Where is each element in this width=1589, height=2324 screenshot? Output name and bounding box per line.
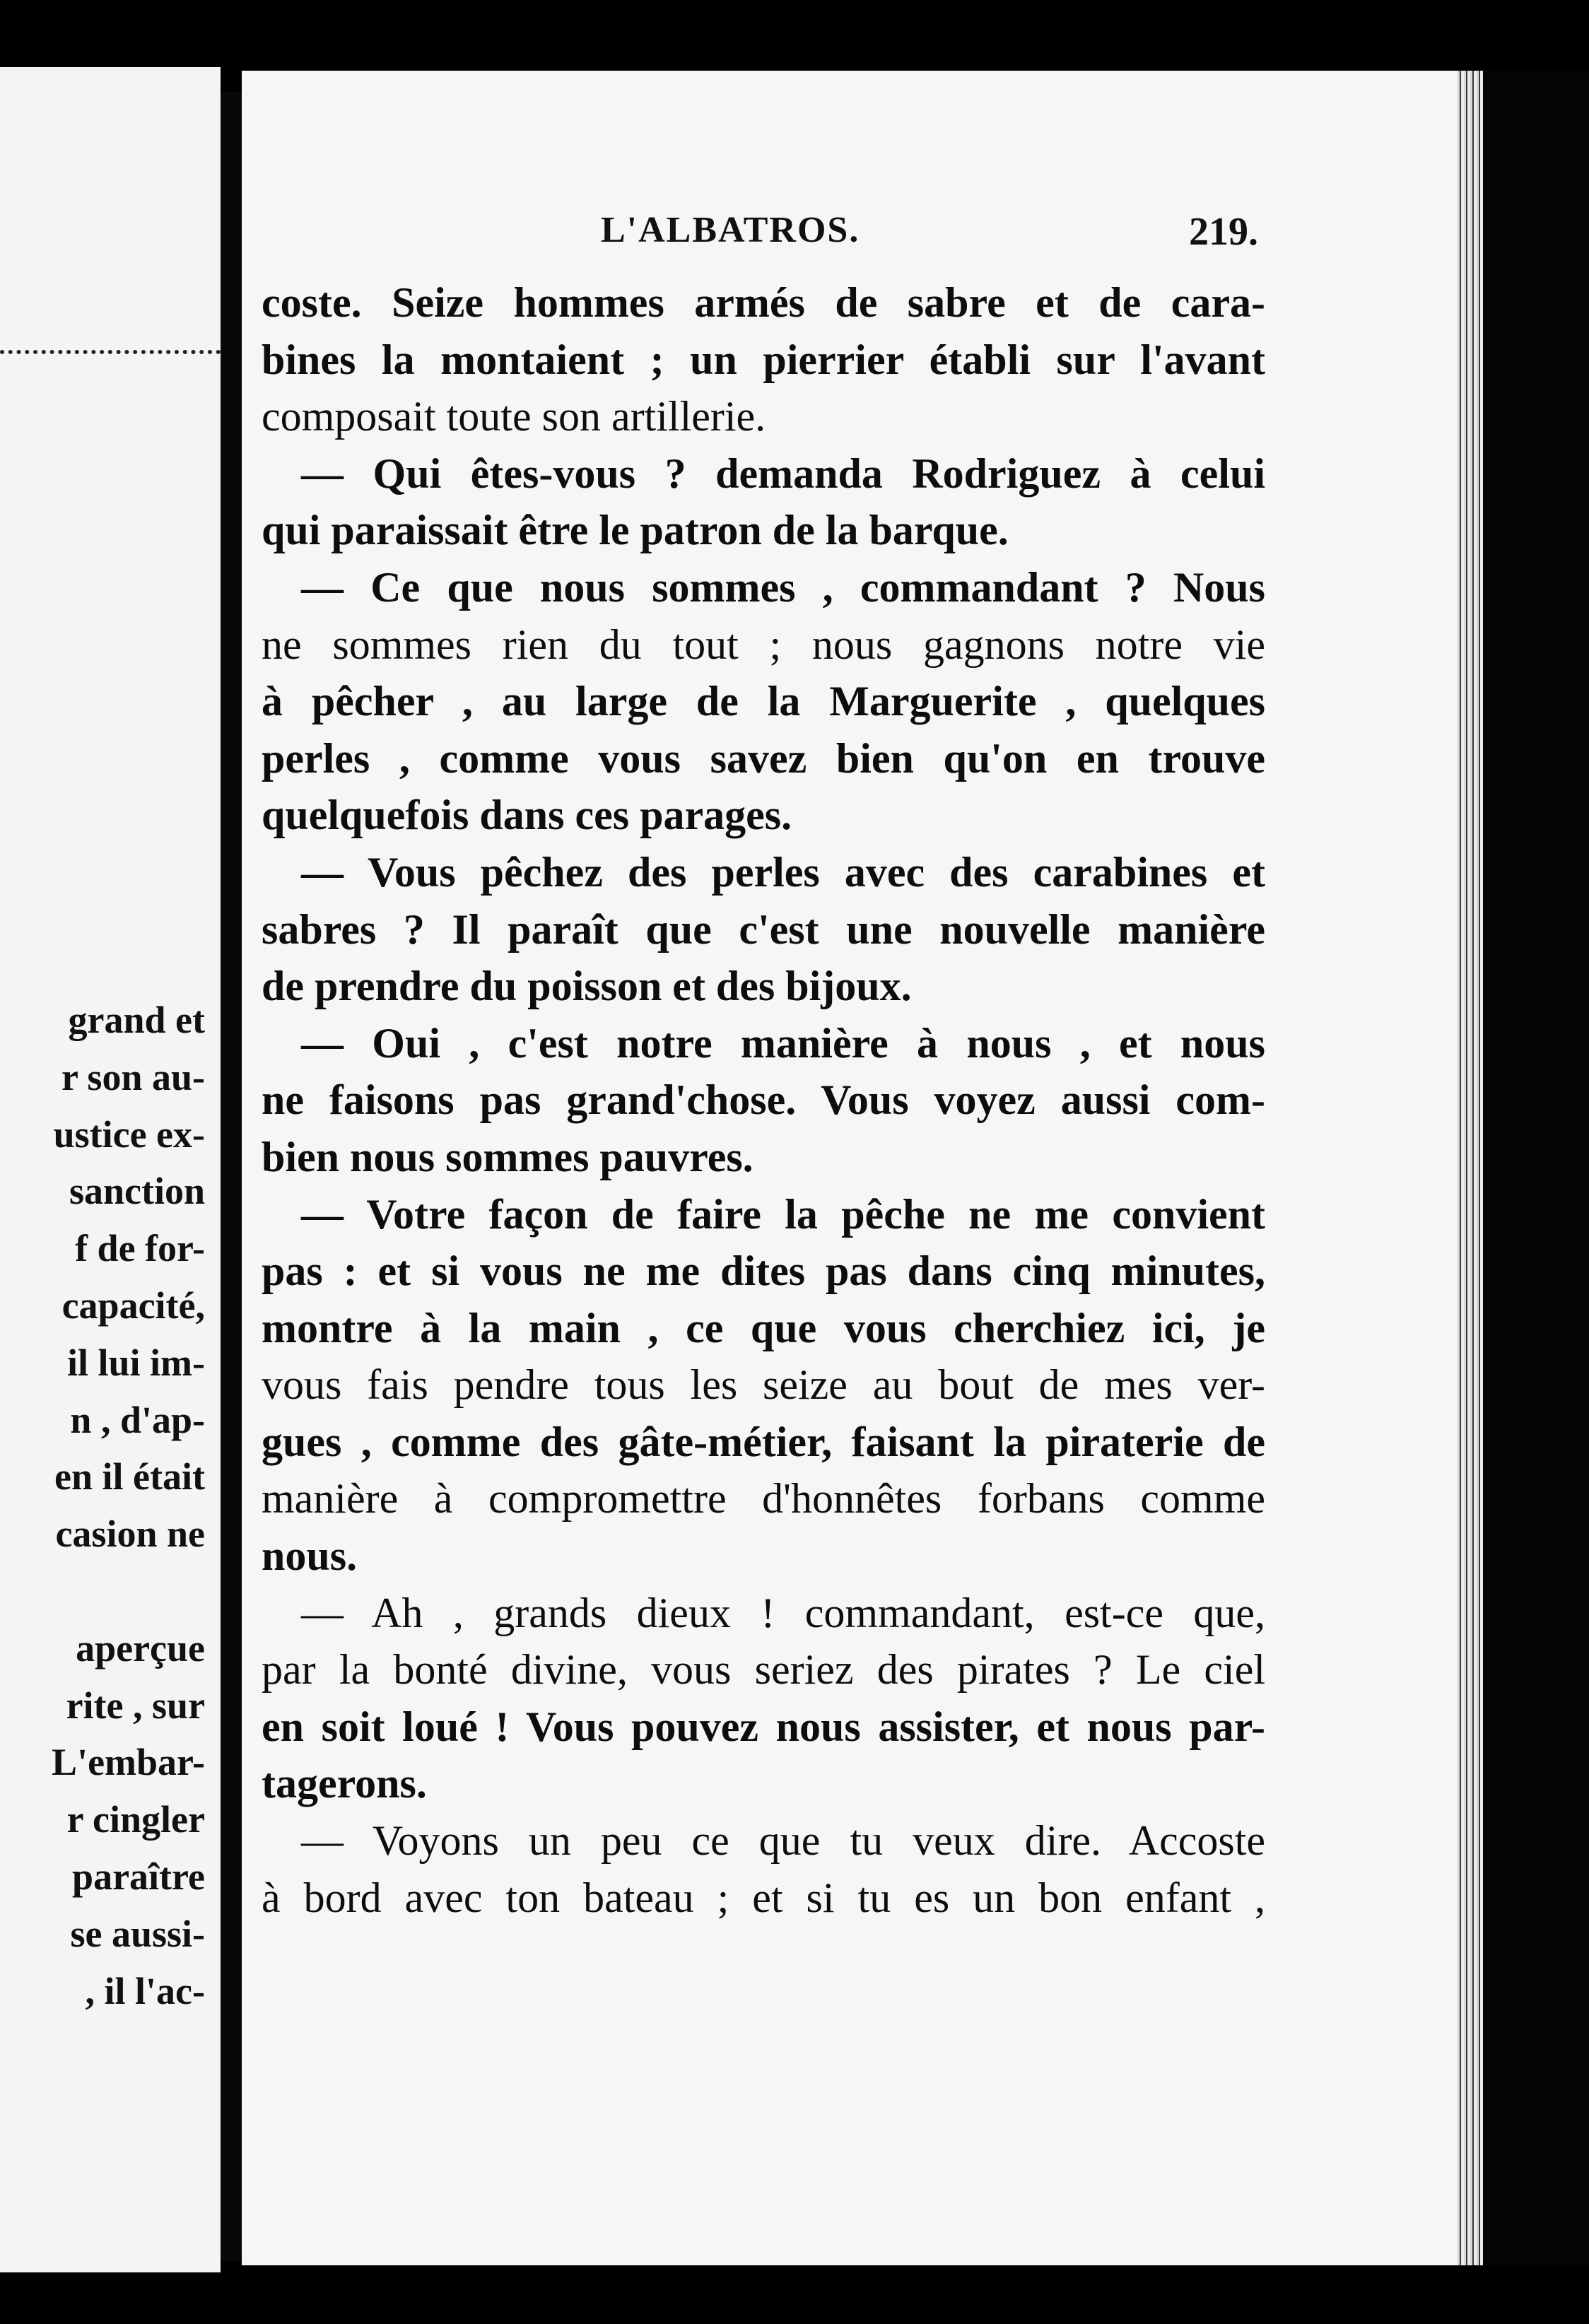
text-line: coste. Seize hommes armés de sabre et de cara- xyxy=(262,279,1265,326)
scan-border xyxy=(1483,71,1589,2265)
text-line: tagerons. xyxy=(262,1760,427,1807)
running-head-title: L'ALBATROS. xyxy=(601,210,860,250)
left-line: n , d'ap- xyxy=(70,1398,205,1441)
left-page-text xyxy=(0,992,205,2019)
text-line: qui paraissait être le patron de la barque. xyxy=(262,507,1009,554)
text-line: — Vous pêchez des perles avec des carabines et xyxy=(301,848,1265,896)
text-line: — Ce que nous sommes , commandant ? Nous xyxy=(301,563,1265,611)
left-line: sanction xyxy=(69,1170,205,1213)
text-line: montre à la main , ce que vous cherchiez ici, je xyxy=(262,1304,1265,1351)
text-line: manière à compromettre d'honnêtes forbans comme xyxy=(262,1475,1265,1522)
text-line: — Ah , grands dieux ! commandant, est-ce que, xyxy=(301,1589,1265,1636)
left-line: r son au- xyxy=(61,1055,205,1098)
text-line: ne sommes rien du tout ; nous gagnons notre vie xyxy=(262,621,1265,668)
running-head xyxy=(368,209,1258,266)
left-line: , il l'ac- xyxy=(85,1969,205,2012)
page-number: 219. xyxy=(1189,210,1258,254)
text-line: perles , comme vous savez bien qu'on en trouve xyxy=(262,734,1265,782)
left-line: rite , sur xyxy=(66,1684,205,1727)
book-gutter xyxy=(221,92,242,2262)
left-line: en il était xyxy=(54,1455,205,1498)
text-line: quelquefois dans ces parages. xyxy=(262,792,792,839)
left-line: capacité, xyxy=(61,1284,205,1327)
text-line: bines la montaient ; un pierrier établi sur l'avant xyxy=(262,336,1265,383)
text-line: composait toute son artillerie. xyxy=(262,393,766,440)
left-line: r cingler xyxy=(66,1798,205,1841)
text-line: gues , comme des gâte-métier, faisant la piraterie de xyxy=(262,1418,1265,1465)
text-line: ne faisons pas grand'chose. Vous voyez aussi com- xyxy=(262,1076,1265,1124)
text-line: par la bonté divine, vous seriez des pirates ? Le ciel xyxy=(262,1646,1265,1694)
text-line: sabres ? Il paraît que c'est une nouvelle manière xyxy=(262,905,1265,953)
left-line: L'embar- xyxy=(52,1741,205,1784)
text-line: — Votre façon de faire la pêche ne me convient xyxy=(301,1190,1265,1238)
body-text xyxy=(262,274,1265,1926)
text-line: vous fais pendre tous les seize au bout de mes ver- xyxy=(262,1361,1265,1409)
left-line: aperçue xyxy=(76,1626,205,1669)
text-line: nous. xyxy=(262,1532,358,1580)
text-line: — Qui êtes-vous ? demanda Rodriguez à celui xyxy=(301,450,1265,497)
text-line: de prendre du poisson et des bijoux. xyxy=(262,963,912,1010)
left-page-ornament xyxy=(0,350,221,382)
text-line: en soit loué ! Vous pouvez nous assister, et nous par- xyxy=(262,1703,1265,1750)
text-line: à bord avec ton bateau ; et si tu es un bon enfant , xyxy=(262,1874,1265,1921)
left-line: casion ne xyxy=(55,1513,205,1556)
text-line: bien nous sommes pauvres. xyxy=(262,1133,754,1180)
left-line xyxy=(0,1563,205,1620)
left-line: se aussi- xyxy=(70,1912,205,1955)
page-edges xyxy=(1458,71,1483,2265)
left-line: grand et xyxy=(68,999,205,1041)
left-line: il lui im- xyxy=(66,1341,205,1384)
text-line: pas : et si vous ne me dites pas dans cinq minutes, xyxy=(262,1248,1265,1295)
left-line: f de for- xyxy=(75,1227,205,1270)
text-line: — Oui , c'est notre manière à nous , et nous xyxy=(301,1019,1265,1067)
left-line: paraître xyxy=(72,1855,205,1898)
text-line: à pêcher , au large de la Marguerite , quelques xyxy=(262,678,1265,725)
left-page xyxy=(0,67,221,2272)
text-line: — Voyons un peu ce que tu veux dire. Accoste xyxy=(301,1817,1265,1865)
left-line: ustice ex- xyxy=(53,1113,205,1156)
